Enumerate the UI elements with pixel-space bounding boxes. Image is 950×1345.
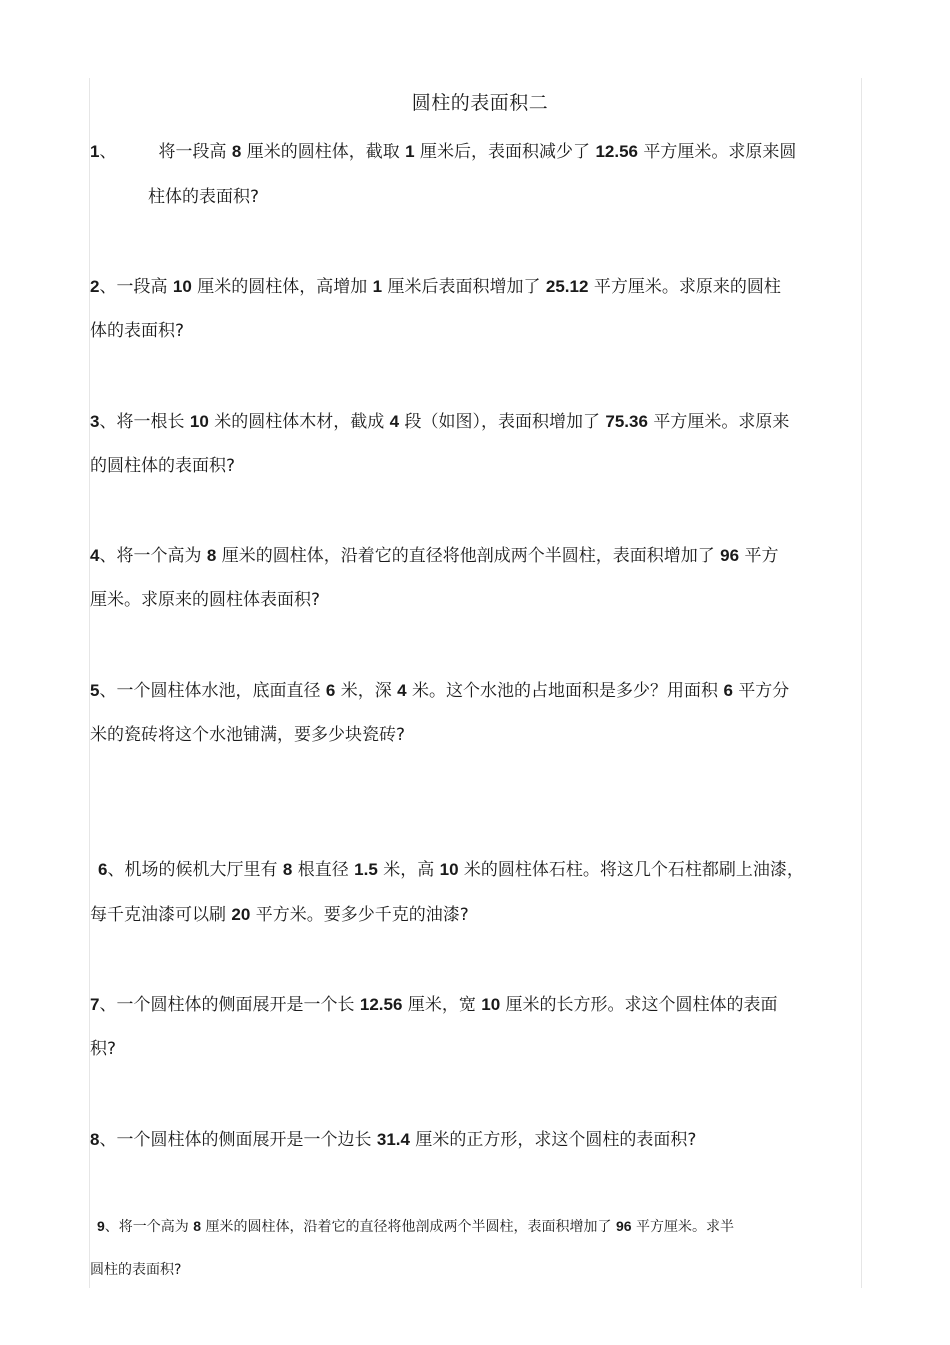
problem-7-line-1	[90, 990, 778, 1015]
problem-text: 厘米的圆柱体，沿着它的直径将他剖成两个半圆柱，表面积增加了	[201, 1219, 616, 1235]
problem-number-value: 31.4	[376, 1130, 410, 1149]
problem-text: 米的圆柱体石柱。将这几个石柱都刷上油漆，	[458, 860, 804, 880]
problem-text: 、一段高	[99, 277, 173, 297]
problem-number-value: 10	[481, 995, 501, 1014]
problem-text: 、将一个高为	[99, 546, 207, 566]
problem-number-value: 1	[90, 142, 100, 161]
problem-5-line-1	[90, 676, 789, 701]
problem-number-value: 6	[723, 681, 733, 700]
problem-number-value: 4	[397, 681, 407, 700]
problem-text: 平方分	[732, 681, 790, 701]
problem-number-value: 10	[439, 860, 459, 879]
problem-text: 厘米的圆柱体，高增加	[191, 277, 373, 297]
problem-number-value: 5	[90, 681, 100, 700]
problem-text: 圆柱的表面积?	[90, 1262, 182, 1278]
problem-text: 、一个圆柱体的侧面展开是一个长	[99, 995, 360, 1015]
problem-text: 柱体的表面积?	[148, 187, 260, 207]
problem-number-value: 10	[189, 412, 209, 431]
problem-text: 厘米后表面积增加了	[382, 277, 546, 297]
problem-3-line-2	[90, 451, 235, 476]
problem-number-value: 8	[90, 1130, 100, 1149]
problem-number-value: 1.5	[354, 860, 378, 879]
problem-text: 米。这个水池的占地面积是多少？用面积	[406, 681, 724, 701]
problem-2-line-1	[90, 272, 781, 297]
problem-text: 平方米。要多少千克的油漆?	[250, 905, 469, 925]
problem-text: 平方	[739, 546, 779, 566]
problem-text: 积?	[90, 1039, 117, 1059]
problem-number-value: 75.36	[605, 412, 648, 431]
problem-number-value: 25.12	[545, 277, 589, 296]
problem-number-value: 96	[615, 1218, 632, 1234]
problem-9-line-1	[97, 1216, 734, 1236]
problem-text: 体的表面积?	[90, 321, 185, 341]
problem-number-value: 4	[90, 546, 100, 565]
problem-number-value: 96	[720, 546, 740, 565]
problem-2-line-2	[90, 316, 184, 341]
problem-1-line-2	[148, 182, 259, 207]
problem-text: 、一个圆柱体的侧面展开是一个边长	[99, 1130, 377, 1150]
problem-text: 厘米的圆柱体，截取	[241, 142, 406, 162]
problem-number-value: 6	[98, 860, 108, 879]
problem-number-value: 1	[405, 142, 415, 161]
problem-number-value: 7	[90, 995, 100, 1014]
problem-number-value: 12.56	[359, 995, 403, 1014]
problem-text: 平方厘米。求原来的圆柱	[588, 277, 781, 297]
problem-text: 、将一个高为	[104, 1219, 194, 1235]
problem-text: 、机场的候机大厅里有	[107, 860, 283, 880]
problem-number-value: 8	[282, 860, 293, 879]
problem-5-line-2	[90, 720, 405, 745]
problem-text: 厘米后，表面积减少了	[414, 142, 596, 162]
problem-number-value: 10	[172, 277, 192, 296]
problem-1-line-1	[90, 137, 796, 162]
problem-text: 、	[99, 142, 117, 162]
problem-text: 的圆柱体的表面积?	[90, 456, 236, 476]
problem-8-line-1	[90, 1125, 696, 1150]
problem-number-value: 12.56	[595, 142, 638, 161]
problem-text: 米的瓷砖将这个水池铺满，要多少块瓷砖?	[90, 725, 406, 745]
problem-text: 段（如图），表面积增加了	[399, 412, 606, 432]
problem-text: 厘米的正方形，求这个圆柱的表面积?	[409, 1130, 697, 1150]
problem-text: 、将一根长	[99, 412, 190, 432]
problem-number-value: 8	[206, 546, 217, 565]
problem-6-line-1	[98, 855, 804, 880]
problem-number-value: 3	[90, 412, 100, 431]
problem-text: 平方厘米。求原来圆	[637, 142, 797, 162]
problem-text: 根直径	[292, 860, 355, 880]
problem-4-line-2	[90, 585, 320, 610]
problem-text: 厘米的长方形。求这个圆柱体的表面	[500, 995, 778, 1015]
problem-7-line-2	[90, 1034, 116, 1059]
problem-text: 厘米，宽	[402, 995, 482, 1015]
problem-number-value: 8	[193, 1218, 202, 1234]
problem-number-value: 4	[389, 412, 400, 431]
problem-text: 将一段高	[158, 142, 232, 162]
problem-text: 平方厘米。求半	[631, 1219, 734, 1235]
problem-text: 每千克油漆可以刷	[90, 905, 232, 925]
problem-text: 米的圆柱体木材，截成	[208, 412, 390, 432]
problem-3-line-1	[90, 407, 789, 432]
problem-4-line-1	[90, 541, 778, 566]
problem-number-value: 2	[90, 277, 100, 296]
problem-text: 厘米的圆柱体，沿着它的直径将他剖成两个半圆柱，表面积增加了	[216, 546, 721, 566]
problem-number-value: 9	[97, 1218, 105, 1234]
problem-text: 米，高	[377, 860, 440, 880]
problem-text: 米，深	[335, 681, 398, 701]
problem-text: 平方厘米。求原来	[647, 412, 790, 432]
problem-6-line-2	[90, 900, 469, 925]
right-margin-rule	[861, 78, 862, 1288]
problem-number-value: 8	[231, 142, 242, 161]
problem-text: 厘米。求原来的圆柱体表面积?	[90, 590, 321, 610]
problem-9-line-2	[90, 1259, 181, 1279]
problem-number-value: 6	[325, 681, 336, 700]
page-title: 圆柱的表面积二	[411, 92, 549, 114]
problem-number-value: 20	[231, 905, 251, 924]
problem-text: 、一个圆柱体水池，底面直径	[99, 681, 326, 701]
problem-number-value: 1	[372, 277, 383, 296]
